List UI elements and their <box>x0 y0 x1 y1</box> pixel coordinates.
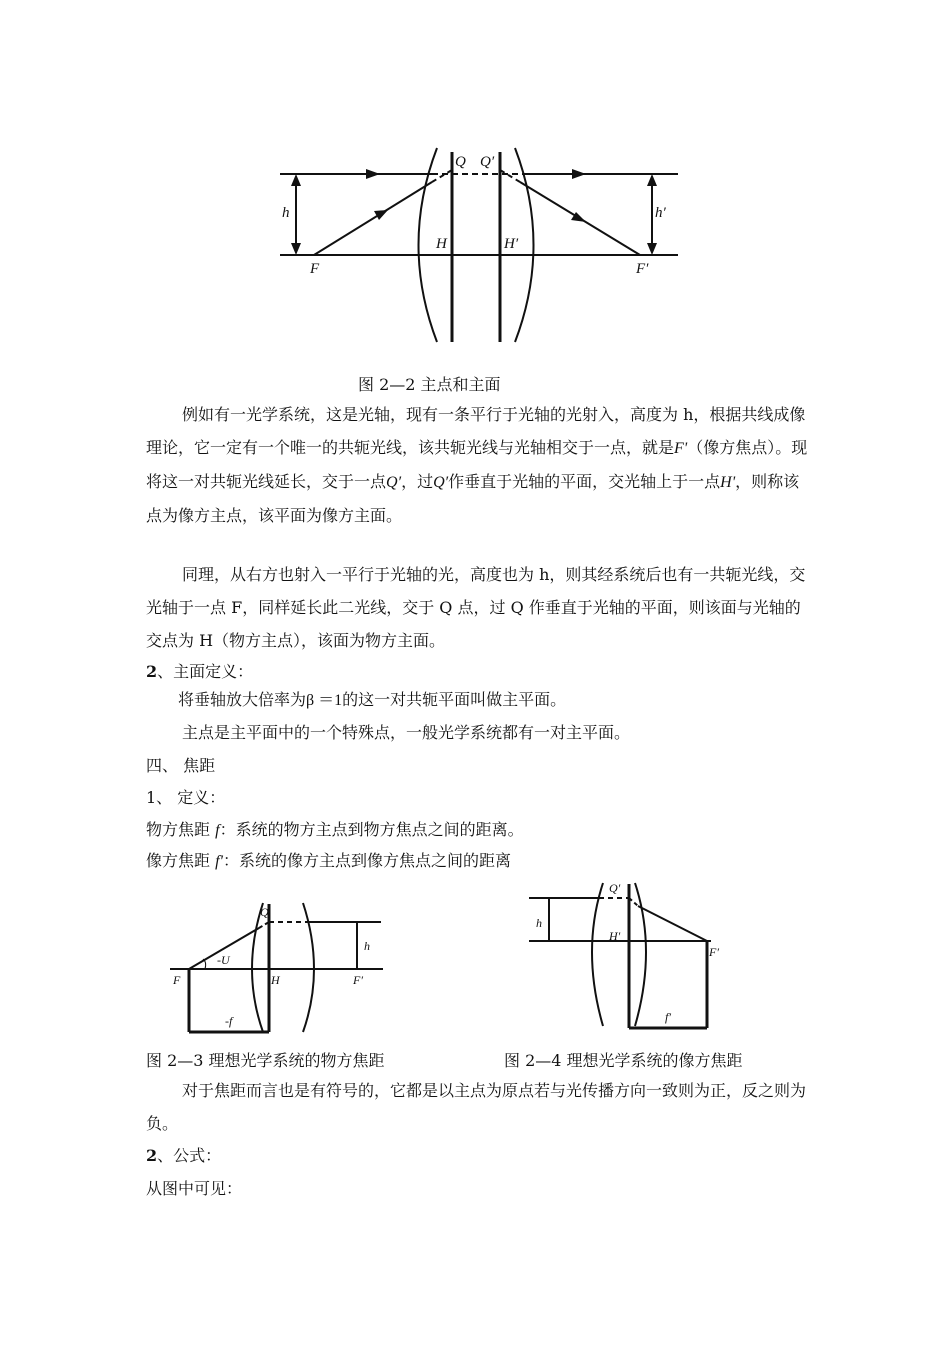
figure-object-focal-length <box>165 898 390 1038</box>
heading-text: 、主面定义： <box>157 662 254 681</box>
label-F: F <box>173 973 181 987</box>
label-Qp: Q′ <box>609 881 621 895</box>
figure-object-focal-length-svg <box>165 898 390 1038</box>
ray-to-Fp <box>638 906 707 941</box>
text-span: ，则称该点为像方主点，该平面为像方主面。 <box>146 472 800 525</box>
heading-principal-plane-def <box>146 662 253 682</box>
label-h: h <box>536 916 542 930</box>
ray-arrow-icon <box>366 169 380 179</box>
ray-from-F-extension <box>432 170 452 182</box>
text-from-figure: 从图中可见： <box>146 1179 243 1198</box>
text-span: ，过 <box>401 472 434 491</box>
label-Fp: F′ <box>636 261 649 277</box>
text-span: 将垂轴放大倍率为 <box>178 690 307 709</box>
text-span: ：系统的物方主点到物方焦点之间的距离。 <box>219 820 524 839</box>
math-fp: f' <box>215 853 223 870</box>
principal-plane-definition <box>178 690 566 711</box>
label-Qp: Q′ <box>480 154 495 170</box>
lens-surface-left <box>419 148 438 342</box>
paragraph-image-principal <box>146 398 808 532</box>
label-H: H <box>436 236 447 252</box>
math-Qp: Q′ <box>433 474 449 491</box>
section-focal-length: 四、 焦距 <box>146 756 216 775</box>
figure-principal-points <box>270 140 690 350</box>
label-fp: f′ <box>665 1010 671 1024</box>
math-Qp: Q′ <box>386 474 402 491</box>
text-span: 物方焦距 <box>146 820 211 839</box>
label-hp: h′ <box>655 205 666 221</box>
math-Fp: F' <box>674 440 688 457</box>
paragraph-focal-sign: 对于焦距而言也是有符号的，它都是以主点为原点若与光传播方向一致则为正，反之则为负。 <box>146 1081 807 1133</box>
figure-caption-2-3: 图 2—3 理想光学系统的物方焦距 <box>146 1051 385 1070</box>
lens-surface-left <box>252 903 263 1032</box>
label-Fp: F′ <box>353 973 363 987</box>
figure-image-focal-length-svg <box>525 878 725 1038</box>
figure-image-focal-length <box>525 878 725 1038</box>
figure-caption-2-4: 图 2—4 理想光学系统的像方焦距 <box>504 1051 743 1070</box>
ray-arrow-icon <box>572 169 586 179</box>
lens-surface-left <box>592 883 603 1026</box>
principal-point-note: 主点是主平面中的一个特殊点，一般光学系统都有一对主平面。 <box>182 723 631 742</box>
math-beta: β ＝1 <box>306 692 343 709</box>
text-span: 例如有一光学系统，这是光轴，现有一条平行于光轴的光射入，高度为 h，根据共线成像理论，它一定有一个唯一的共轭光线，该共轭光线与光轴相交于一点，就是 <box>146 405 806 457</box>
text-span: （像方焦点）。现将这一对共轭光线延长，交于一点 <box>146 438 808 491</box>
heading-number: 2 <box>146 662 158 681</box>
arrowhead-icon <box>647 243 657 255</box>
label-F: F <box>310 261 320 277</box>
text-span: 作垂直于光轴的平面，交光轴上于一点 <box>448 472 721 491</box>
arrowhead-icon <box>291 243 301 255</box>
label-Q: Q <box>455 154 466 170</box>
math-Hp: H' <box>720 474 736 491</box>
label-Q: Q <box>260 905 269 919</box>
label-f: -f <box>225 1014 233 1028</box>
label-h: h <box>282 205 290 221</box>
ray-to-Fp-extension <box>500 170 520 182</box>
label-U: -U <box>217 953 230 967</box>
paragraph-object-principal: 同理，从右方也射入一平行于光轴的光，高度也为 h，则其经系统后也有一共轭光线，交光轴于一点 F，同样延长此二光线，交于 Q 点，过 Q 作垂直于光轴的平面，则该面与光轴的交点为 H（物方主点），该面为物方主面。 <box>146 565 806 650</box>
ray-from-F <box>314 182 432 255</box>
object-focal-length-def <box>146 820 524 841</box>
label-Hp: H′ <box>504 236 519 252</box>
heading-number: 2 <box>146 1146 158 1165</box>
label-Fp: F′ <box>709 945 719 959</box>
math-f: f <box>215 822 220 839</box>
text-span: ：系统的像方主点到像方焦点之间的距离 <box>222 851 511 870</box>
label-Hp: H′ <box>609 929 621 943</box>
figure-principal-points-svg <box>270 140 690 350</box>
text-span: 的这一对共轭平面叫做主平面。 <box>342 690 567 709</box>
arrowhead-icon <box>647 174 657 186</box>
label-h: h <box>364 939 370 953</box>
heading-text: 、公式： <box>157 1146 222 1165</box>
arrowhead-icon <box>291 174 301 186</box>
figure-caption-2-2: 图 2—2 主点和主面 <box>358 375 501 394</box>
text-span: 像方焦距 <box>146 851 211 870</box>
heading-formula <box>146 1146 221 1166</box>
ray-arrow-icon <box>374 210 388 220</box>
heading-definition: 1、 定义： <box>146 788 226 807</box>
image-focal-length-def <box>146 851 511 872</box>
label-H: H <box>271 973 280 987</box>
